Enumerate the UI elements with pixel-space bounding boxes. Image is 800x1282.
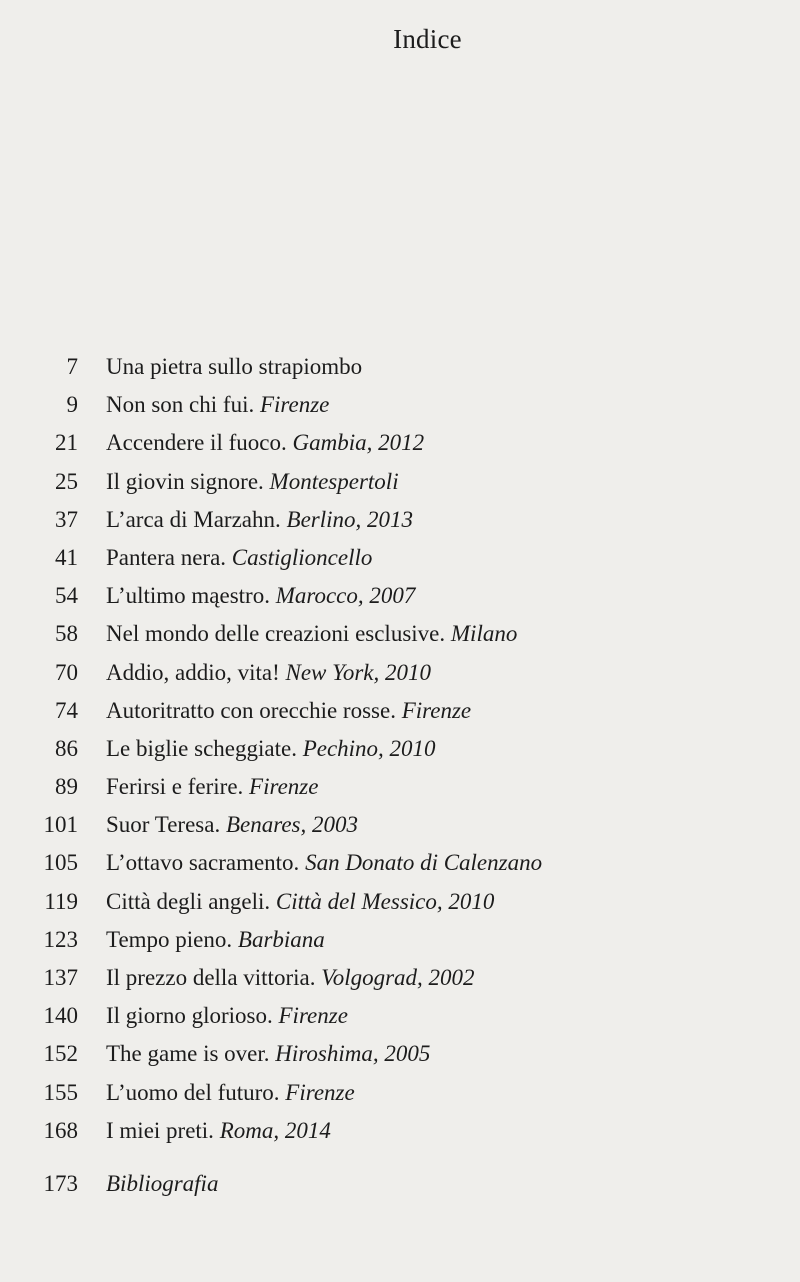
entry-text <box>106 921 325 959</box>
page-number: 7 <box>66 354 78 379</box>
toc-entry <box>0 921 800 959</box>
toc-entry <box>0 730 800 768</box>
page-number: 119 <box>44 888 78 914</box>
toc-entry <box>0 692 800 730</box>
bibliography-entry <box>0 1165 800 1203</box>
toc-entry <box>0 1035 800 1073</box>
entry-place: Roma, 2014 <box>219 1117 331 1143</box>
entry-place: Montespertoli <box>269 468 399 494</box>
entry-title: Il prezzo della vittoria. <box>106 965 316 990</box>
toc-entry <box>0 806 800 844</box>
table-of-contents <box>0 348 800 1150</box>
page-number: 137 <box>43 965 78 990</box>
page-number: 41 <box>55 544 78 570</box>
entry-text <box>106 806 358 844</box>
entry-title: Ferirsi e ferire. <box>106 774 244 800</box>
page-number: 155 <box>43 1079 78 1105</box>
entry-place: Castiglioncello <box>231 544 373 570</box>
entry-text <box>106 844 542 882</box>
page-number: 86 <box>55 735 78 761</box>
page-number: 58 <box>55 621 78 647</box>
entry-place: Barbiana <box>237 926 325 952</box>
entry-text <box>106 424 424 462</box>
entry-text <box>106 959 475 997</box>
entry-text <box>106 730 436 768</box>
entry-place: Firenze <box>401 697 472 723</box>
page-number: 25 <box>55 468 78 494</box>
entry-title: L’ottavo sacramento. <box>106 850 300 876</box>
toc-entry <box>0 959 800 997</box>
entry-text <box>106 883 494 921</box>
entry-text <box>106 577 415 615</box>
entry-title: Autoritratto con orecchie rosse. <box>106 697 396 723</box>
page-number: 21 <box>55 430 78 456</box>
toc-entry <box>0 768 800 806</box>
page-number: 123 <box>43 926 78 952</box>
entry-title: Il giovin signore. <box>106 468 264 494</box>
toc-entry <box>0 539 800 577</box>
entry-title: Accendere il fuoco. <box>106 430 287 456</box>
entry-place: Benares, 2003 <box>225 812 358 838</box>
entry-title: Il giorno glorioso. <box>106 1003 273 1029</box>
entry-place: Firenze <box>278 1003 348 1029</box>
entry-title: Suor Teresa. <box>106 812 221 838</box>
entry-title: Le biglie scheggiate. <box>106 735 297 761</box>
entry-text <box>106 501 413 539</box>
entry-place: Gambia, 2012 <box>292 430 425 456</box>
entry-text <box>106 1112 331 1150</box>
entry-place: San Donato di Calenzano <box>305 850 543 876</box>
bibliography-title: Bibliografia <box>106 1171 219 1196</box>
toc-entry <box>0 1112 800 1150</box>
page-number: 152 <box>43 1041 78 1067</box>
toc-entry <box>0 424 800 462</box>
entry-place: Firenze <box>259 392 330 418</box>
entry-title: Tempo pieno. <box>106 926 233 952</box>
entry-text <box>106 615 517 653</box>
page-number: 9 <box>66 392 78 418</box>
entry-place: Volgograd, 2002 <box>321 965 475 990</box>
entry-text <box>106 348 362 386</box>
entry-title: L’arca di Marzahn. <box>106 506 281 532</box>
entry-place: Firenze <box>285 1079 355 1105</box>
toc-entry <box>0 615 800 653</box>
entry-title: The game is over. <box>106 1041 270 1067</box>
page-title: Indice <box>393 24 462 54</box>
page-number: 168 <box>43 1117 78 1143</box>
toc-entry <box>0 844 800 882</box>
toc-entry <box>0 1074 800 1112</box>
toc-entry <box>0 348 800 386</box>
toc-entry <box>0 577 800 615</box>
entry-title: L’uomo del futuro. <box>106 1079 280 1105</box>
entry-place: Città del Messico, 2010 <box>275 888 495 914</box>
toc-entry <box>0 883 800 921</box>
entry-text <box>106 768 318 806</box>
entry-title: I miei preti. <box>106 1117 214 1143</box>
page-number: 54 <box>55 583 78 609</box>
entry-text <box>106 539 372 577</box>
entry-place: New York, 2010 <box>285 659 431 685</box>
page-number: 89 <box>55 774 78 800</box>
page-number: 140 <box>43 1003 78 1029</box>
entry-text <box>106 692 471 730</box>
entry-title: Una pietra sullo strapiombo <box>106 354 363 379</box>
page-number: 74 <box>55 697 78 723</box>
entry-place: Hiroshima, 2005 <box>275 1041 431 1067</box>
page-number: 173 <box>43 1171 78 1196</box>
entry-text <box>106 1035 430 1073</box>
entry-text <box>106 654 431 692</box>
toc-entry <box>0 997 800 1035</box>
entry-place: Milano <box>450 621 518 647</box>
toc-entry <box>0 501 800 539</box>
entry-title: L’ultimo mąestro. <box>106 583 270 609</box>
toc-entry <box>0 386 800 424</box>
entry-text <box>106 997 348 1035</box>
entry-place: Berlino, 2013 <box>286 506 414 532</box>
page-number: 105 <box>43 850 78 876</box>
page-number: 70 <box>55 659 78 685</box>
entry-title: Addio, addio, vita! <box>106 659 280 685</box>
entry-title: Nel mondo delle creazioni esclusive. <box>106 621 446 647</box>
toc-entry <box>0 463 800 501</box>
entry-text <box>106 463 399 501</box>
page-number: 37 <box>55 506 78 532</box>
entry-text <box>106 386 329 424</box>
page-number: 101 <box>43 812 78 838</box>
entry-title: Pantera nera. <box>106 544 227 570</box>
entry-title: Città degli angeli. <box>106 888 271 914</box>
entry-place: Pechino, 2010 <box>302 735 436 761</box>
entry-title: Non son chi fui. <box>106 392 255 418</box>
toc-entry <box>0 654 800 692</box>
entry-place: Marocco, 2007 <box>275 583 416 609</box>
entry-place: Firenze <box>249 774 319 800</box>
entry-text <box>106 1074 355 1112</box>
